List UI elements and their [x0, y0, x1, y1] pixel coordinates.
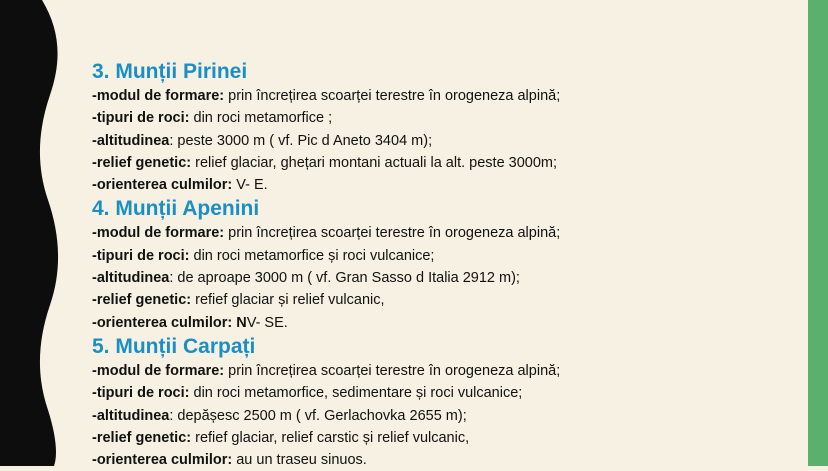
attr-label: -modul de formare:	[92, 362, 225, 379]
attr-value: : de aproape 3000 m ( vf. Gran Sasso d Italia 2912 m);	[169, 270, 520, 287]
attr-value: prin încrețirea scoarței terestre în orogeneza alpină;	[224, 88, 561, 104]
attr-line	[92, 152, 792, 174]
attr-value: V- E.	[232, 177, 268, 194]
attr-label: -orienterea culmilor:	[92, 314, 233, 331]
attr-label: -relief genetic:	[92, 154, 192, 171]
attr-value: din roci metamorfice, sedimentare și roci vulcanice;	[189, 385, 523, 402]
section-heading: 4. Munții Apenini	[92, 197, 260, 221]
attr-line	[92, 130, 792, 152]
attr-value: : peste 3000 m ( vf. Pic d Aneto 3404 m);	[169, 132, 433, 149]
attr-value: V- SE.	[246, 314, 288, 331]
attr-label: -altitudinea	[92, 407, 170, 424]
attr-line	[92, 449, 792, 471]
attr-label: -modul de formare:	[92, 225, 225, 242]
section-pirinei	[92, 59, 792, 196]
section-carpati	[92, 334, 792, 471]
attr-label: -relief genetic:	[92, 429, 192, 446]
section-heading: 5. Munții Carpați	[92, 334, 256, 358]
attr-line	[92, 267, 792, 289]
attr-line	[92, 382, 792, 404]
attr-line	[92, 174, 792, 196]
attr-value: refief glaciar, relief carstic și relief vulcanic,	[191, 429, 470, 446]
green-accent-bar	[808, 0, 828, 466]
attr-line	[92, 107, 792, 129]
section-apenini	[92, 196, 792, 333]
attr-line	[92, 405, 792, 427]
attr-value: prin încrețirea scoarței terestre în orogeneza alpină;	[224, 225, 561, 242]
attr-value: au un traseu sinuos.	[232, 452, 367, 469]
attr-label: -tipuri de roci:	[92, 385, 190, 402]
attr-value: relief glaciar, ghețari montani actuali la alt. peste 3000m;	[191, 154, 558, 171]
attr-value: prin încrețirea scoarței terestre în orogeneza alpină;	[224, 362, 561, 379]
attr-line	[92, 222, 792, 244]
section-heading: 3. Munții Pirinei	[92, 60, 248, 83]
attr-value: din roci metamorfice ;	[189, 110, 333, 127]
attr-label: -tipuri de roci:	[92, 110, 190, 127]
attr-label: -altitudinea	[92, 132, 170, 149]
attr-line	[92, 312, 792, 334]
attr-label: -modul de formare:	[92, 88, 225, 104]
attr-value-bold: N	[232, 314, 247, 331]
attr-line	[92, 85, 792, 107]
slide-body	[92, 59, 792, 471]
attr-value: : depășesc 2500 m ( vf. Gerlachovka 2655 m);	[169, 407, 467, 424]
attr-label: -relief genetic:	[92, 292, 192, 309]
wavy-border-decoration	[0, 0, 70, 466]
attr-label: -orienterea culmilor:	[92, 177, 233, 194]
attr-label: -altitudinea	[92, 270, 170, 287]
attr-value: refief glaciar și relief vulcanic,	[191, 292, 385, 309]
attr-line	[92, 289, 792, 311]
attr-label: -tipuri de roci:	[92, 247, 190, 264]
attr-label: -orienterea culmilor:	[92, 452, 233, 469]
attr-line	[92, 360, 792, 382]
attr-value: din roci metamorfice și roci vulcanice;	[189, 247, 435, 264]
attr-line	[92, 245, 792, 267]
attr-line	[92, 427, 792, 449]
